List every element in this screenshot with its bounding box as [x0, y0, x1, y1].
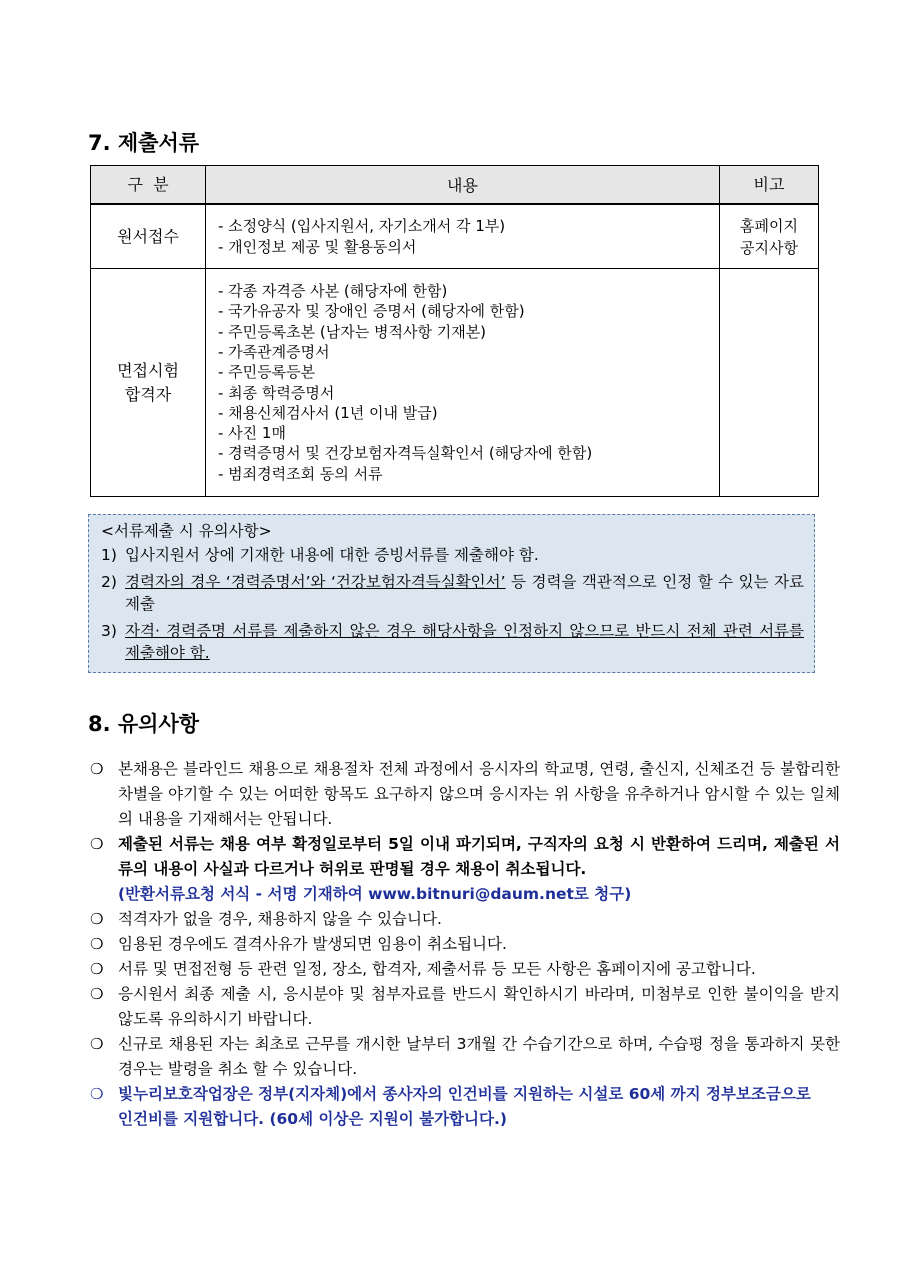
circle-bullet-icon: ❍	[90, 910, 104, 928]
list-item	[90, 932, 840, 957]
category-label: 합격자	[124, 384, 172, 404]
notice-number: 1)	[101, 546, 117, 564]
list-item	[90, 957, 840, 982]
list-item: - 사진 1매	[218, 424, 286, 443]
list-item: - 국가유공자 및 장애인 증명서 (해당자에 한함)	[218, 302, 525, 321]
list-item: - 채용신체검사서 (1년 이내 발급)	[218, 403, 438, 422]
list-item	[90, 982, 840, 1032]
row-category	[91, 269, 206, 497]
item-text: 제출된 서류는 채용 여부 확정일로부터 5일 이내 파기되며, 구직자의 요청 시 반환하여 드리며, 제출된 서류의 내용이 사실과 다르거나 허위로 판명될 경우 채용이 취소됩니다.	[118, 835, 840, 878]
row-note	[720, 269, 819, 497]
list-item	[90, 1032, 840, 1082]
list-item: - 주민등록초본 (남자는 병적사항 기재본)	[218, 322, 487, 341]
list-item: - 범죄경력조회 동의 서류	[218, 464, 383, 483]
row-items	[206, 269, 720, 497]
notice-title: <서류제출 시 유의사항>	[101, 522, 272, 540]
list-item	[90, 907, 840, 932]
header-note: 비고	[720, 166, 819, 205]
circle-bullet-icon: ❍	[90, 835, 104, 853]
list-item: - 주민등록등본	[218, 363, 316, 382]
list-item	[90, 1082, 840, 1132]
circle-bullet-icon: ❍	[90, 1035, 104, 1053]
section-8-title: 8. 유의사항	[88, 712, 200, 736]
notice-text: 입사지원서 상에 기재한 내용에 대한 증빙서류를 제출해야 함.	[125, 546, 539, 564]
table-row	[91, 204, 819, 269]
item-subtext: (반환서류요청 서식 - 서명 기재하여 www.bitnuri@daum.net로 청구)	[118, 885, 632, 903]
row-category	[91, 204, 206, 269]
table-header-row	[91, 166, 819, 205]
notice-item	[101, 544, 804, 566]
item-text: 빛누리보호작업장은 정부(지자체)에서 종사자의 인건비를 지원하는 시설로 60세 까지 정부보조금으로 인건비를 지원합니다. (60세 이상은 지원이 불가합니다.)	[118, 1085, 811, 1128]
list-item: - 최종 학력증명서	[218, 383, 335, 402]
table-row	[91, 269, 819, 497]
section-7-title: 7. 제출서류	[88, 131, 200, 155]
list-item: - 소정양식 (입사지원서, 자기소개서 각 1부)	[218, 217, 506, 236]
notice-item	[101, 571, 804, 615]
header-category: 구 분	[91, 166, 206, 205]
header-content: 내용	[206, 166, 720, 205]
circle-bullet-icon: ❍	[90, 985, 104, 1003]
note-line: 홈페이지	[740, 216, 798, 235]
notice-text: 등 경력을 객관적으로 인정 할 수 있는 자료 제출	[125, 573, 804, 613]
list-item: - 가족관계증명서	[218, 342, 330, 361]
circle-bullet-icon: ❍	[90, 760, 104, 778]
notice-text-underlined: 경력자의 경우 ‘경력증명서’와 ‘건강보험자격득실확인서’	[125, 573, 506, 591]
row-items	[206, 204, 720, 269]
notice-number: 2)	[101, 573, 117, 591]
notice-item	[101, 620, 804, 664]
list-item: - 개인정보 제공 및 활용동의서	[218, 237, 417, 256]
circle-bullet-icon: ❍	[90, 960, 104, 978]
circle-bullet-icon: ❍	[90, 1085, 104, 1103]
item-text: 적격자가 없을 경우, 채용하지 않을 수 있습니다.	[118, 910, 442, 928]
precautions-list	[90, 757, 840, 1132]
notice-text-underlined: 자격· 경력증명 서류를 제출하지 않은 경우 해당사항을 인정하지 않으므로 반드시 전체 관련 서류를 제출해야 함.	[125, 622, 804, 662]
documents-table	[90, 165, 819, 497]
item-text: 응시원서 최종 제출 시, 응시분야 및 첨부자료를 반드시 확인하시기 바라며, 미첨부로 인한 불이익을 받지 않도록 유의하시기 바랍니다.	[118, 985, 840, 1028]
category-label: 원서접수	[117, 226, 179, 246]
item-text: 서류 및 면접전형 등 관련 일정, 장소, 합격자, 제출서류 등 모든 사항은 홈페이지에 공고합니다.	[118, 960, 756, 978]
list-item	[90, 832, 840, 907]
item-text: 임용된 경우에도 결격사유가 발생되면 임용이 취소됩니다.	[118, 935, 507, 953]
notice-number: 3)	[101, 622, 117, 640]
item-text: 본채용은 블라인드 채용으로 채용절차 전체 과정에서 응시자의 학교명, 연령, 출신지, 신체조건 등 불합리한 차별을 야기할 수 있는 어떠한 항목도 요구하지 않으며 응시자는 위 사항을 유추하거나 암시할 수 있는 일체의 내용을 기재해서는 안됩니다.	[118, 760, 840, 828]
submission-notice-box	[88, 514, 815, 673]
row-note	[720, 204, 819, 269]
list-item: - 각종 자격증 사본 (해당자에 한함)	[218, 282, 448, 301]
list-item	[90, 757, 840, 832]
item-text: 신규로 채용된 자는 최초로 근무를 개시한 날부터 3개월 간 수습기간으로 하며, 수습평 정을 통과하지 못한 경우는 발령을 취소 할 수 있습니다.	[118, 1035, 840, 1078]
note-line: 공지사항	[740, 238, 798, 257]
circle-bullet-icon: ❍	[90, 935, 104, 953]
category-label: 면접시험	[117, 360, 179, 380]
list-item: - 경력증명서 및 건강보험자격득실확인서 (해당자에 한함)	[218, 444, 593, 463]
